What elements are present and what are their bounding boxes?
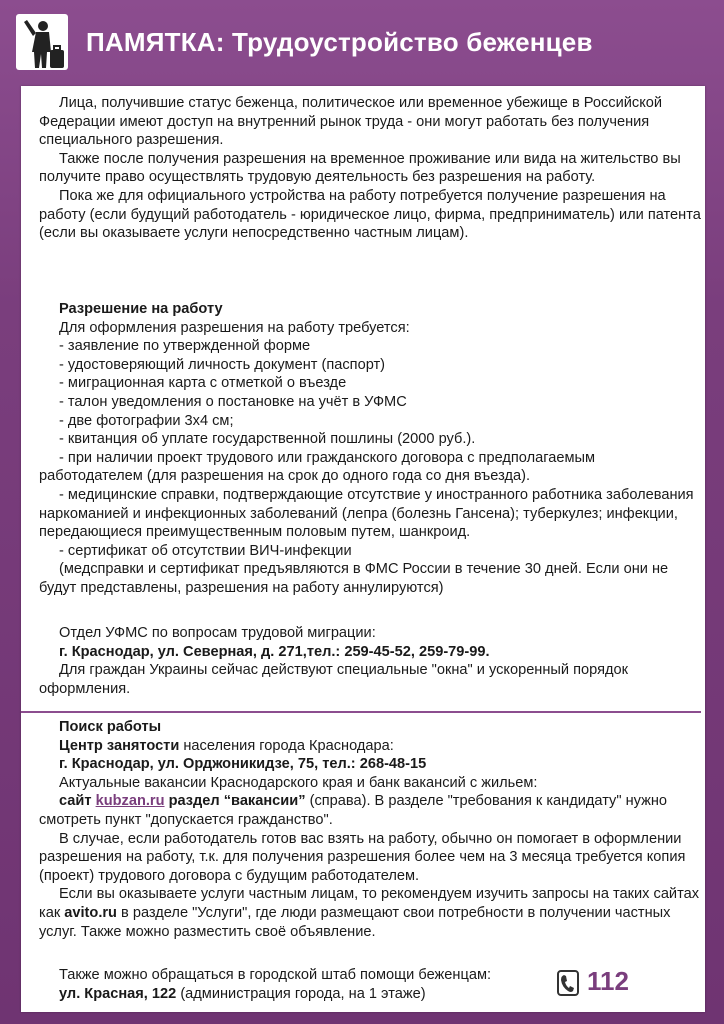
permit-heading: Разрешение на работу [59,301,223,317]
kubzan-link[interactable]: kubzan.ru [95,793,165,810]
ukraine-note: Для граждан Украины сейчас действуют специальные "окна" и ускоренный порядок оформления. [39,662,629,697]
vacancies-text: Актуальные вакансии Краснодарского края и банк вакансий с жильем: [59,774,538,791]
page-title: ПАМЯТКА: Трудоустройство беженцев [86,27,593,57]
permit-item: - квитанция об уплате государственной пошлины (2000 руб.). [59,431,476,448]
site-rest: (справа). В разделе "требования к кандидату" нужно смотреть пункт "допускается гражданство". [39,793,668,828]
permit-item: - талон уведомления о постановке на учёт в УФМС [59,393,407,410]
header [0,0,724,88]
employer-paragraph: В случае, если работодатель готов вас взять на работу, обычно он помогает в оформлении разрешения на работу, т.к. для получения разрешения более чем на 3 месяца требуется копия (проект) трудового договора с будущим работодателем. [39,830,686,884]
center-address: г. Краснодар, ул. Орджоникидзе, 75, тел.: 268-48-15 [59,756,427,773]
site-section: раздел “вакансии” [164,793,306,810]
permit-item: - сертификат об отсутствии ВИЧ-инфекции [59,542,352,559]
section-divider [21,711,701,713]
private-text-b: в разделе "Услуги", где люди размещают свои потребности в получении частных услуг. Также можно разместить своё объявление. [39,904,671,940]
permit-item: - миграционная карта с отметкой о въезде [59,375,347,392]
ufms-label: Отдел УФМС по вопросам трудовой миграции: [59,625,376,641]
private-text-a: Если вы оказываете услуги частным лицам, то рекомендуем изучить запросы на таких сайтах как [39,886,700,921]
phone-icon [557,970,579,996]
center-rest: населения города Краснодара: [179,737,394,754]
ufms-section [39,624,701,698]
permit-item: - заявление по утвержденной форме [59,338,311,355]
permit-lead: Для оформления разрешения на работу требуется: [59,319,410,336]
intro-paragraph-2: Также после получения разрешения на временное проживание или вида на жительство вы получите право осуществлять трудовую деятельность без разрешения на работу. [39,150,681,186]
permit-note: (медсправки и сертификат предъявляются в ФМС России в течение 30 дней. Если они не будут представлены, разрешения на работу аннулируются) [39,561,669,596]
center-name: Центр занятости [59,737,180,754]
site-prefix: сайт [59,793,96,810]
permit-item: - две фотографии 3х4 см; [59,412,234,429]
hq-line: Также можно обращаться в городской штаб помощи беженцам: [59,967,492,983]
jobs-heading: Поиск работы [59,719,162,735]
ufms-address: г. Краснодар, ул. Северная, д. 271,тел.: 259-45-52, 259-79-99. [59,643,490,660]
permit-section [39,300,701,598]
content-panel [21,86,705,1012]
hotline-number: 112 [587,966,629,996]
hq-section [39,966,559,1003]
permit-item: - при наличии проект трудового или гражданского договора с предполагаемым работодателем (для разрешения на срок до одного года со дня въезда). [39,449,596,485]
avito-site: avito.ru [64,904,117,921]
permit-item: - удостоверяющий личность документ (паспорт) [59,356,386,373]
hq-address: ул. Красная, 122 [59,985,177,1002]
intro-section [39,94,701,243]
permit-item: - медицинские справки, подтверждающие отсутствие у иностранного работника заболевания наркоманией и инфекционных заболеваний (лепра (болезнь Гансена); туберкулез; инфекции, передающиеся преимущественным половым путем, шанкроид. [39,486,694,541]
intro-paragraph-3: Пока же для официального устройства на работу потребуется получение разрешения на работу (если будущий работодатель - юридическое лицо, фирма, предприниматель) или патента (если вы оказываете услуги непосредственно частным лицам). [39,187,701,242]
jobs-section [39,718,701,941]
intro-paragraph-1: Лица, получившие статус беженца, политическое или временное убежище в Российской Федерации имеют доступ на внутренний рынок труда - они могут работать без получения специального разрешения. [39,95,663,149]
person-with-suitcase-icon [16,14,68,70]
hq-address-rest: (администрация города, на 1 этаже) [176,985,426,1002]
